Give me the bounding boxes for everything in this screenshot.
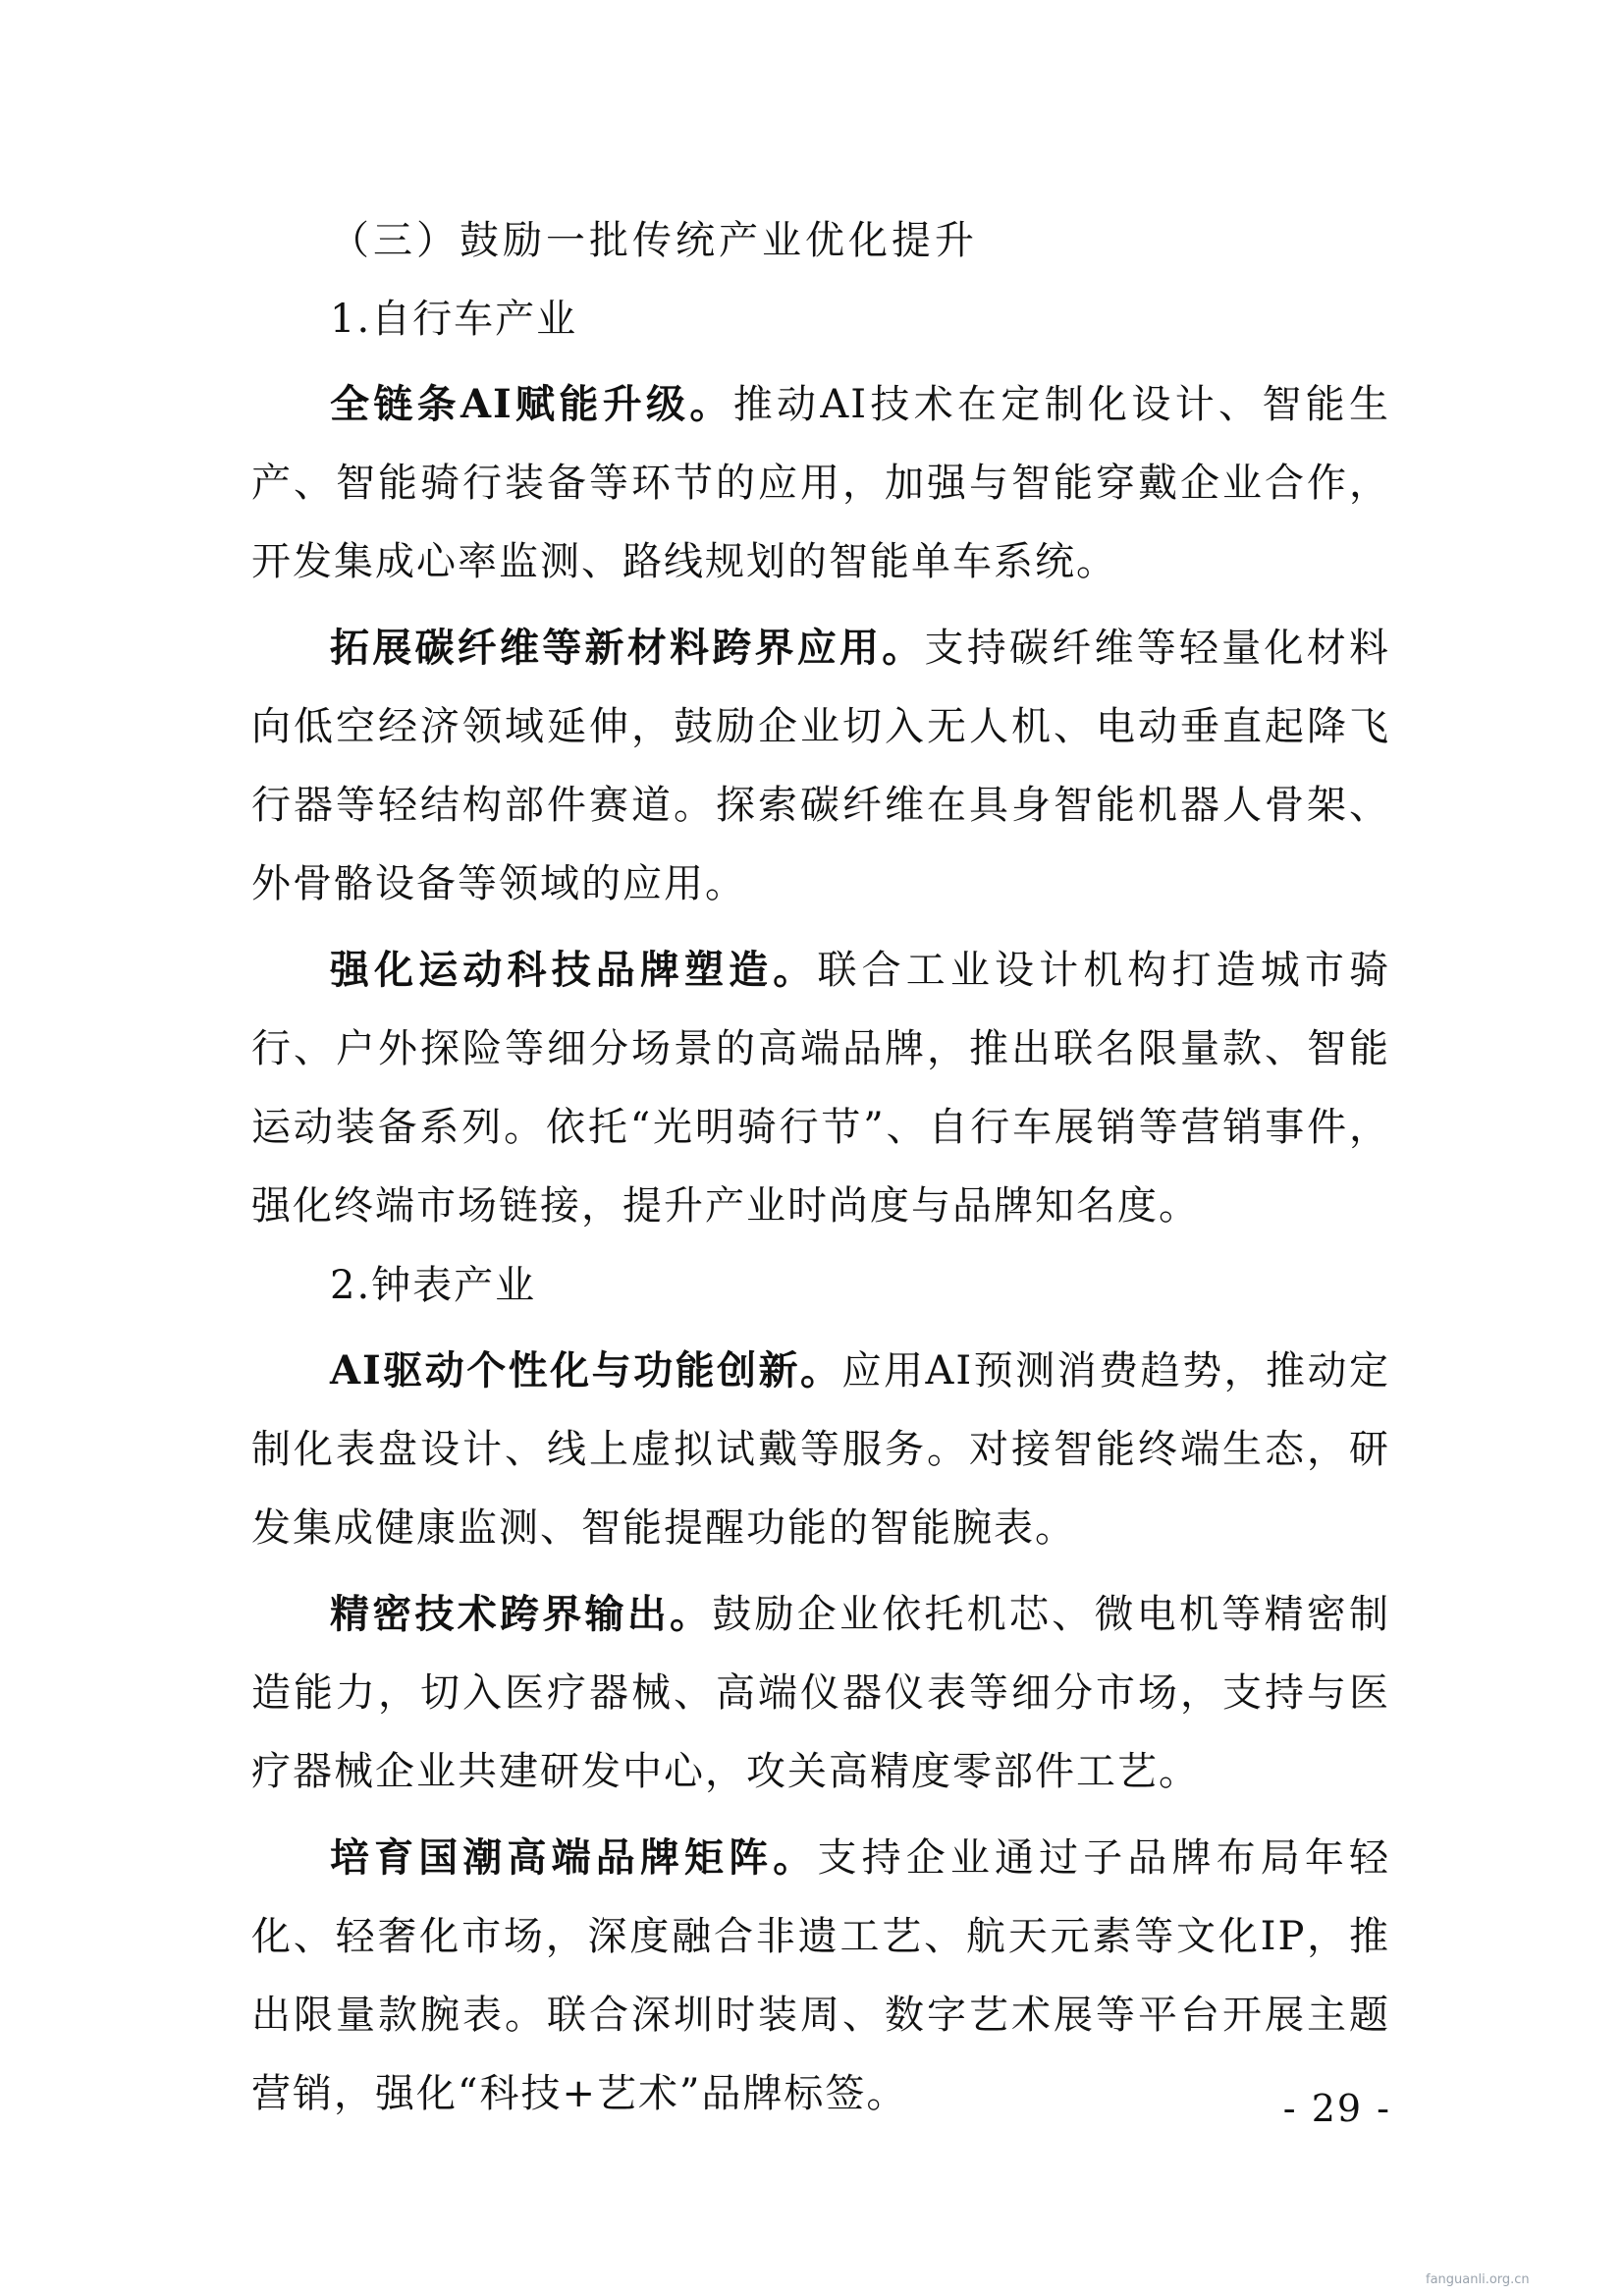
paragraph-lead: 全链条AI赋能升级。 (330, 381, 733, 427)
paragraph-lead: 培育国潮高端品牌矩阵。 (330, 1834, 818, 1881)
paragraph-lead: 强化运动科技品牌塑造。 (330, 947, 818, 993)
paragraph-body: 支持碳纤维等轻量化材料向低空经济领域延伸，鼓励企业切入无人机、电动垂直起降飞行器等轻结构部件赛道。探索碳纤维在具身智能机器人骨架、外骨骼设备等领域的应用。 (251, 626, 1390, 906)
paragraph-lead: 拓展碳纤维等新材料跨界应用。 (330, 625, 925, 671)
paragraph-body: 联合工业设计机构打造城市骑行、户外探险等细分场景的高端品牌，推出联名限量款、智能运动装备系列。依托“光明骑行节”、自行车展销等营销事件，强化终端市场链接，提升产业时尚度与品牌知名度。 (251, 948, 1391, 1229)
page-number: - 29 - (1282, 2087, 1391, 2130)
paragraph-body: 鼓励企业依托机芯、微电机等精密制造能力，切入医疗器械、高端仪器仪表等细分市场，支持与医疗器械企业共建研发中心，攻关高精度零部件工艺。 (251, 1592, 1390, 1794)
paragraph (251, 609, 1390, 923)
paragraph-lead: AI驱动个性化与功能创新。 (330, 1347, 842, 1394)
watch-heading: 2.钟表产业 (330, 1263, 537, 1308)
paragraph (251, 1819, 1390, 2133)
paragraph (251, 1575, 1390, 1811)
paragraph-body: 推动AI技术在定制化设计、智能生产、智能骑行装备等环节的应用，加强与智能穿戴企业合作，开发集成心率监测、路线规划的智能单车系统。 (251, 382, 1391, 584)
page-content (251, 208, 1390, 2133)
bicycle-heading: 1.自行车产业 (330, 297, 578, 342)
paragraph (251, 931, 1390, 1245)
section-heading: （三）鼓励一批传统产业优化提升 (330, 218, 978, 263)
paragraph (251, 365, 1390, 601)
paragraph (251, 1332, 1390, 1567)
watermark: fanguanli.org.cn (1426, 2272, 1530, 2287)
paragraph-body: 支持企业通过子品牌布局年轻化、轻奢化市场，深度融合非遗工艺、航天元素等文化IP，推出限量款腕表。联合深圳时装周、数字艺术展等平台开展主题营销，强化“科技+艺术”品牌标签。 (251, 1835, 1391, 2116)
paragraph-body: 应用AI预测消费趋势，推动定制化表盘设计、线上虚拟试戴等服务。对接智能终端生态，研发集成健康监测、智能提醒功能的智能腕表。 (251, 1348, 1390, 1551)
paragraph-lead: 精密技术跨界输出。 (330, 1591, 713, 1637)
